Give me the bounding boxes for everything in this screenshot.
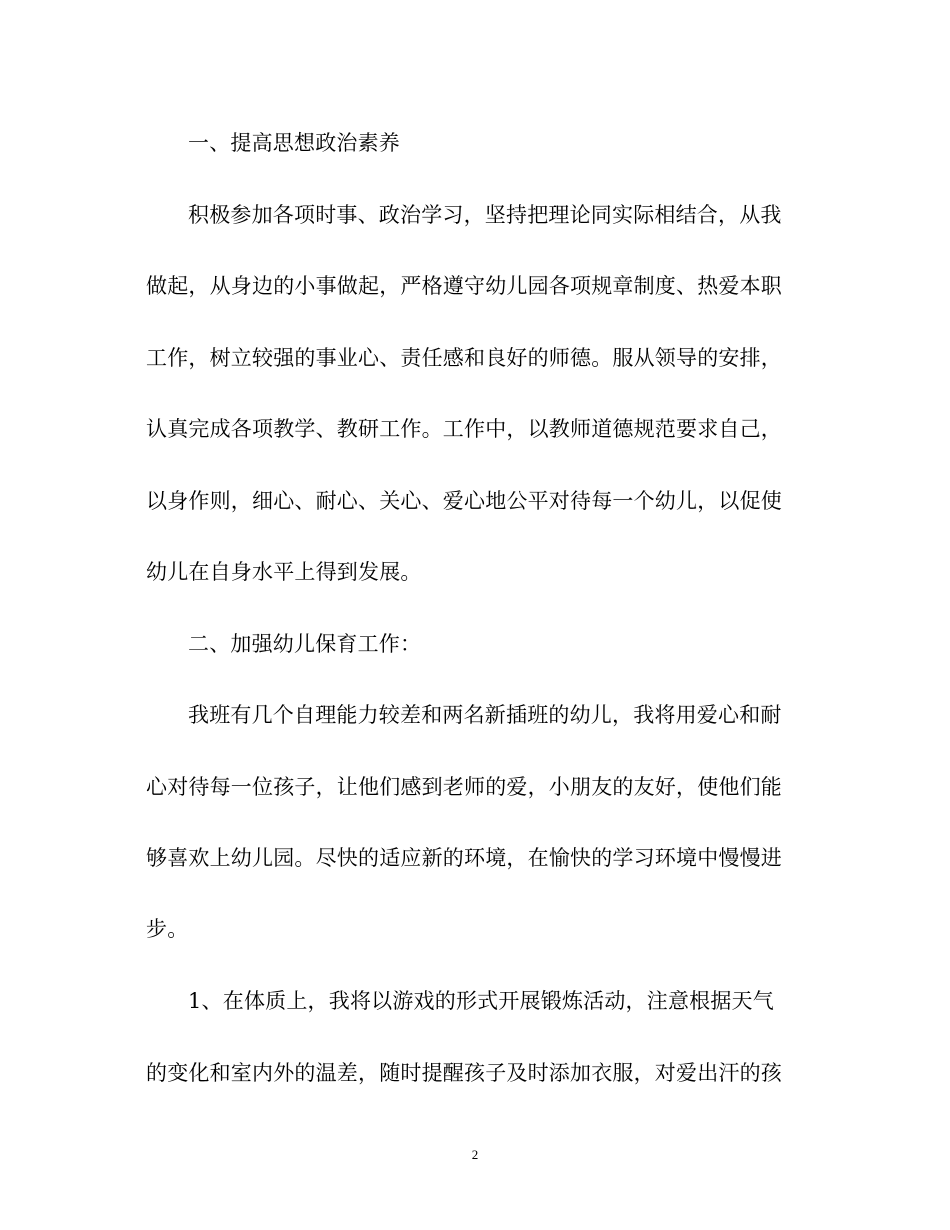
paragraph-line: 积极参加各项时事、政治学习，坚持把理论同实际相结合，从我 — [188, 203, 782, 227]
paragraph-line: 做起，从身边的小事做起，严格遵守幼儿园各项规章制度、热爱本职 — [146, 274, 782, 298]
paragraph-line: 我班有几个自理能力较差和两名新插班的幼儿，我将用爱心和耐 — [188, 703, 782, 727]
paragraph-line: 工作，树立较强的事业心、责任感和良好的师德。服从领导的安排， — [146, 346, 782, 370]
paragraph-line: 心对待每一位孩子，让他们感到老师的爱，小朋友的友好，使他们能 — [146, 775, 782, 799]
paragraph-line: 以身作则，细心、耐心、关心、爱心地公平对待每一个幼儿，以促使 — [146, 489, 782, 513]
section-heading-1: 一、提高思想政治素养 — [188, 131, 400, 155]
paragraph-line: 步。 — [146, 917, 189, 941]
paragraph-line: 幼儿在自身水平上得到发展。 — [146, 560, 422, 584]
paragraph-line: 认真完成各项教学、教研工作。工作中，以教师道德规范要求自己， — [146, 417, 782, 441]
paragraph-line: 的变化和室内外的温差，随时提醒孩子及时添加衣服，对爱出汗的孩 — [146, 1061, 782, 1085]
paragraph-line: 1、在体质上，我将以游戏的形式开展锻炼活动，注意根据天气 — [188, 989, 774, 1013]
section-heading-2: 二、加强幼儿保育工作： — [188, 632, 422, 656]
paragraph-line: 够喜欢上幼儿园。尽快的适应新的环境，在愉快的学习环境中慢慢进 — [146, 846, 782, 870]
page-number: 2 — [471, 1147, 479, 1162]
